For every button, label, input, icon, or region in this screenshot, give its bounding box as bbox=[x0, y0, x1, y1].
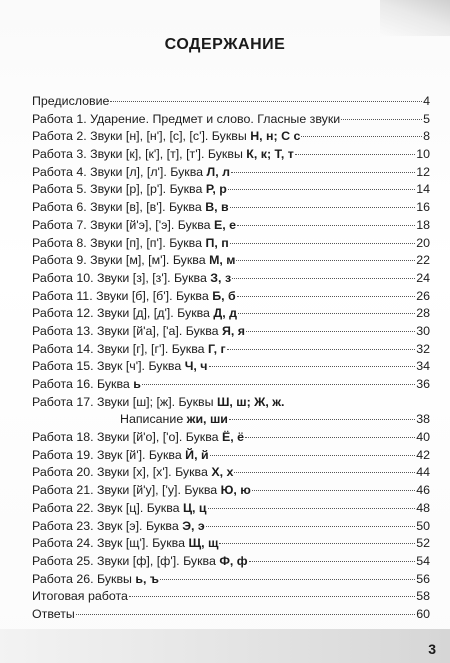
toc-entry bbox=[32, 358, 430, 376]
toc-dot-leader bbox=[209, 366, 416, 367]
toc-entry-letters: Д, д bbox=[213, 306, 237, 321]
toc-entry-title bbox=[32, 235, 229, 253]
toc-entry-text: Работа 1. Ударение. Предмет и слово. Гласные звуки bbox=[32, 111, 341, 126]
toc-entry-title bbox=[32, 323, 245, 341]
toc-entry-text: Работа 13. Звуки [й'а], ['а]. Буква bbox=[32, 323, 222, 338]
toc-page-number: 26 bbox=[416, 288, 430, 303]
toc-entry-text: Работа 25. Звуки [ф], [ф']. Буква bbox=[32, 553, 220, 568]
toc-page-number: 56 bbox=[416, 571, 430, 586]
toc-entry-letters: К, к; Т, т bbox=[246, 147, 294, 162]
toc-page-number: 44 bbox=[416, 465, 430, 480]
page-bottom-band bbox=[0, 629, 450, 663]
toc-entry bbox=[32, 341, 430, 359]
toc-dot-leader bbox=[238, 313, 415, 314]
toc-dot-leader bbox=[236, 260, 415, 261]
toc-entry-text: Работа 12. Звуки [д], [д']. Буква bbox=[32, 306, 214, 321]
toc-entry-letters: Я, я bbox=[222, 323, 246, 338]
toc-entry-text: Работа 24. Звук [щ']. Буква bbox=[32, 536, 189, 551]
toc-dot-leader bbox=[249, 561, 416, 562]
toc-entry-title bbox=[32, 164, 230, 182]
toc-page-number: 22 bbox=[416, 253, 430, 268]
toc-entry-letters: Э, э bbox=[182, 518, 205, 533]
toc-dot-leader bbox=[228, 189, 415, 190]
toc-entry bbox=[32, 323, 430, 341]
toc-page-number: 14 bbox=[416, 182, 430, 197]
toc-entry-title bbox=[32, 535, 218, 553]
toc-entry-title bbox=[32, 588, 128, 606]
toc-page-number: 38 bbox=[416, 412, 430, 427]
page-title: СОДЕРЖАНИЕ bbox=[164, 36, 286, 53]
toc-entry-title bbox=[32, 411, 228, 429]
toc-dot-leader bbox=[252, 490, 415, 491]
toc-entry-title bbox=[32, 571, 159, 589]
toc-entry-letters: Б, б bbox=[212, 288, 236, 303]
toc-entry-title bbox=[32, 553, 248, 571]
toc-dot-leader bbox=[142, 384, 415, 385]
toc-entry-text: Работа 21. Звуки [й'у], ['у]. Буква bbox=[32, 483, 221, 498]
toc-dot-leader bbox=[229, 419, 415, 420]
toc-dot-leader bbox=[219, 543, 415, 544]
toc-dot-leader bbox=[206, 526, 415, 527]
toc-entry-text: Работа 9. Звуки [м], [м']. Буква bbox=[32, 253, 210, 268]
toc-entry-title bbox=[32, 111, 340, 129]
toc-dot-leader bbox=[341, 119, 422, 120]
toc-entry bbox=[32, 588, 430, 606]
toc-entry-letters: Ш, ш; Ж, ж. bbox=[216, 394, 285, 409]
toc-page-number: 54 bbox=[416, 553, 430, 568]
toc-entry-title bbox=[32, 93, 109, 111]
toc-entry bbox=[32, 376, 430, 394]
toc-dot-leader bbox=[230, 207, 416, 208]
toc-dot-leader bbox=[295, 154, 415, 155]
toc-entry-letters: М, м bbox=[209, 253, 236, 268]
toc-dot-leader bbox=[210, 455, 416, 456]
toc-dot-leader bbox=[160, 579, 415, 580]
toc-entry bbox=[32, 464, 430, 482]
toc-entry bbox=[32, 553, 430, 571]
toc-page-number: 16 bbox=[416, 200, 430, 215]
toc-page-number: 20 bbox=[416, 235, 430, 250]
toc-entry bbox=[32, 181, 430, 199]
toc-page-number: 60 bbox=[416, 606, 430, 621]
toc-entry-title bbox=[32, 482, 251, 500]
toc-entry bbox=[32, 111, 430, 129]
toc-entry-text: Работа 19. Звук [й']. Буква bbox=[32, 447, 186, 462]
toc-page-number: 24 bbox=[416, 270, 430, 285]
toc-entry bbox=[32, 411, 430, 429]
toc-page-number: 5 bbox=[423, 111, 430, 126]
toc-dot-leader bbox=[301, 136, 422, 137]
toc-entry-text: Работа 14. Звуки [г], [г']. Буква bbox=[32, 341, 208, 356]
toc-entry-title bbox=[32, 146, 294, 164]
toc-entry-letters: Ф, ф bbox=[219, 553, 248, 568]
toc-entry bbox=[32, 235, 430, 253]
page-corner-shadow bbox=[380, 0, 450, 36]
toc-page-number: 12 bbox=[416, 164, 430, 179]
toc-page-number: 34 bbox=[416, 359, 430, 374]
toc-entry-letters: ь, ъ bbox=[135, 571, 159, 586]
toc-entry-title bbox=[32, 270, 231, 288]
toc-entry bbox=[32, 447, 430, 465]
toc-entry-letters: Е, е bbox=[213, 217, 237, 232]
toc-page-number: 46 bbox=[416, 483, 430, 498]
toc-entry-letters: Р, р bbox=[205, 182, 227, 197]
toc-page-number: 42 bbox=[416, 447, 430, 462]
toc-entry-text: Работа 22. Звук [ц]. Буква bbox=[32, 500, 183, 515]
toc-entry bbox=[32, 606, 430, 624]
toc-entry-text: Написание bbox=[120, 412, 187, 427]
toc-entry-title bbox=[32, 500, 207, 518]
toc-entry bbox=[32, 482, 430, 500]
toc-entry-text: Ответы bbox=[32, 606, 75, 621]
toc-entry bbox=[32, 270, 430, 288]
toc-entry bbox=[32, 93, 430, 111]
toc-entry-title bbox=[32, 181, 227, 199]
toc-entry bbox=[32, 252, 430, 270]
toc-page-number: 28 bbox=[416, 306, 430, 321]
toc-page-number: 4 bbox=[423, 94, 430, 108]
toc-entry-title bbox=[32, 464, 233, 482]
toc-entry-letters: В, в bbox=[205, 200, 229, 215]
toc-entry-title bbox=[32, 305, 237, 323]
toc-entry-text: Работа 17. Звуки [ш]; [ж]. Буквы bbox=[32, 394, 217, 409]
toc-entry bbox=[32, 146, 430, 164]
toc-entry-text: Работа 2. Звуки [н], [н'], [с], [с']. Буквы bbox=[32, 129, 251, 144]
toc-page-number: 50 bbox=[416, 518, 430, 533]
toc-entry-text: Предисловие bbox=[32, 94, 110, 108]
toc-entry-text: Работа 7. Звуки [й'э], ['э]. Буква bbox=[32, 217, 214, 232]
toc-entry-letters: Г, г bbox=[207, 341, 226, 356]
toc-entry-letters: Ч, ч bbox=[184, 359, 208, 374]
toc-entry-letters: жи, ши bbox=[186, 412, 228, 427]
toc-dot-leader bbox=[245, 437, 415, 438]
toc-page-number: 52 bbox=[416, 536, 430, 551]
toc-entry-title bbox=[32, 128, 300, 146]
toc-dot-leader bbox=[246, 331, 415, 332]
toc-entry-text: Работа 15. Звук [ч']. Буква bbox=[32, 359, 185, 374]
toc-page-number: 36 bbox=[416, 377, 430, 391]
toc-entry-letters: Ё, ё bbox=[222, 430, 245, 445]
toc-entry-text: Работа 23. Звук [э]. Буква bbox=[32, 518, 183, 533]
toc-entry bbox=[32, 164, 430, 182]
page-number: 3 bbox=[428, 641, 436, 657]
toc-page-number: 40 bbox=[416, 430, 430, 445]
toc-dot-leader bbox=[237, 225, 415, 226]
toc-page-number: 10 bbox=[416, 147, 430, 162]
toc-dot-leader bbox=[237, 296, 416, 297]
toc-entry bbox=[32, 128, 430, 146]
toc-entry-text: Работа 26. Буквы bbox=[32, 571, 136, 586]
toc-entry-title bbox=[32, 447, 209, 465]
toc-dot-leader bbox=[76, 614, 415, 615]
toc-entry-letters: Й, й bbox=[185, 447, 209, 462]
toc-entry-title bbox=[32, 376, 141, 394]
toc-entry-letters: Х, х bbox=[211, 465, 234, 480]
toc-entry-letters: П, п bbox=[205, 235, 229, 250]
toc-entry-title bbox=[32, 341, 226, 359]
toc-entry bbox=[32, 217, 430, 235]
toc-entry-title bbox=[32, 288, 236, 306]
table-of-contents bbox=[32, 93, 430, 624]
toc-entry-title bbox=[32, 606, 75, 624]
toc-entry-letters: Щ, щ bbox=[188, 536, 219, 551]
toc-entry-title bbox=[32, 518, 205, 536]
toc-page-number: 18 bbox=[416, 217, 430, 232]
toc-page-number: 8 bbox=[423, 129, 430, 144]
toc-entry-title bbox=[32, 394, 285, 412]
toc-dot-leader bbox=[231, 172, 415, 173]
toc-entry-title bbox=[32, 199, 229, 217]
toc-dot-leader bbox=[129, 596, 415, 597]
toc-entry-text: Работа 8. Звуки [п], [п']. Буква bbox=[32, 235, 206, 250]
toc-entry-letters: ь bbox=[133, 377, 141, 391]
toc-entry bbox=[32, 429, 430, 447]
toc-entry-text: Работа 11. Звуки [б], [б']. Буква bbox=[32, 288, 213, 303]
toc-dot-leader bbox=[234, 472, 415, 473]
toc-entry bbox=[32, 518, 430, 536]
toc-entry-title bbox=[32, 358, 208, 376]
toc-entry-letters: Ц, ц bbox=[182, 500, 207, 515]
toc-dot-leader bbox=[208, 508, 416, 509]
toc-entry-text: Работа 5. Звуки [р], [р']. Буква bbox=[32, 182, 206, 197]
toc-entry bbox=[32, 535, 430, 553]
toc-page-number: 32 bbox=[416, 341, 430, 356]
toc-entry-text: Работа 6. Звуки [в], [в']. Буква bbox=[32, 200, 206, 215]
toc-page-number: 48 bbox=[416, 500, 430, 515]
toc-entry-text: Работа 10. Звуки [з], [з']. Буква bbox=[32, 270, 211, 285]
toc-entry bbox=[32, 288, 430, 306]
toc-dot-leader bbox=[232, 278, 415, 279]
toc-dot-leader bbox=[230, 243, 415, 244]
toc-dot-leader bbox=[110, 101, 422, 102]
toc-page-number: 30 bbox=[416, 323, 430, 338]
toc-entry-letters: Ю, ю bbox=[220, 483, 251, 498]
toc-entry bbox=[32, 305, 430, 323]
toc-entry-text: Работа 3. Звуки [к], [к'], [т], [т']. Буквы bbox=[32, 147, 247, 162]
toc-entry-text: Работа 20. Звуки [х], [х']. Буква bbox=[32, 465, 212, 480]
toc-entry-title bbox=[32, 252, 235, 270]
toc-entry-letters: Н, н; С с bbox=[250, 129, 301, 144]
toc-entry-text: Итоговая работа bbox=[32, 589, 128, 604]
toc-entry bbox=[32, 394, 430, 412]
toc-entry-text: Работа 16. Буква bbox=[32, 377, 134, 391]
toc-entry bbox=[32, 571, 430, 589]
toc-entry bbox=[32, 199, 430, 217]
toc-entry-title bbox=[32, 217, 236, 235]
toc-entry-letters: З, з bbox=[210, 270, 232, 285]
toc-entry-text: Работа 18. Звуки [й'о], ['о]. Буква bbox=[32, 430, 222, 445]
toc-entry bbox=[32, 500, 430, 518]
toc-entry-title bbox=[32, 429, 244, 447]
toc-page-number: 58 bbox=[416, 589, 430, 604]
toc-entry-text: Работа 4. Звуки [л], [л']. Буква bbox=[32, 164, 207, 179]
toc-dot-leader bbox=[227, 349, 416, 350]
toc-entry-letters: Л, л bbox=[206, 164, 230, 179]
